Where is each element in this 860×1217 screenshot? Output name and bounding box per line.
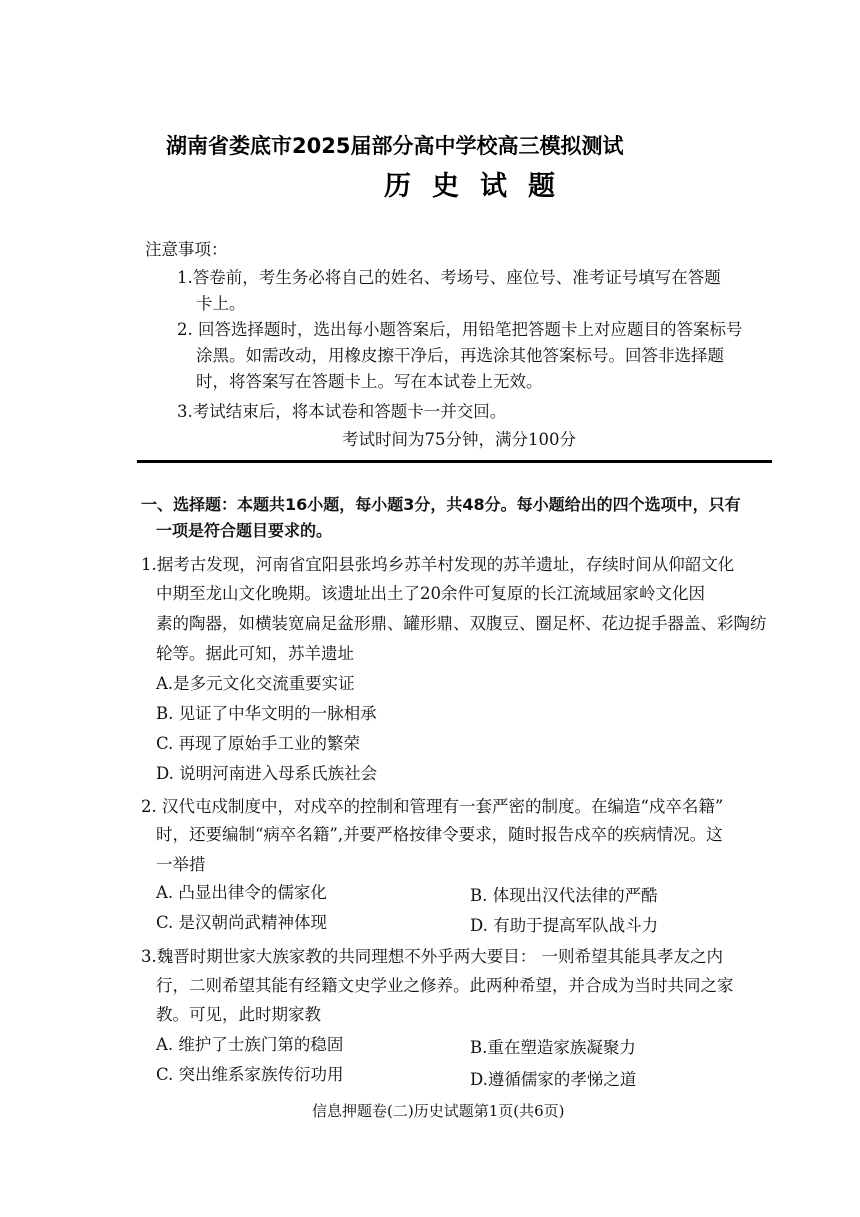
section-heading-line-1: 一、选择题：本题共16小题，每小题3分，共48分。每小题给出的四个选项中，只有 [141, 495, 741, 514]
note-1-line-1: 1.答卷前，考生务必将自己的姓名、考场号、座位号、准考证号填写在答题 [177, 268, 721, 287]
q3-option-c: C. 突出维系家族传衍功用 [156, 1065, 344, 1084]
page-footer: 信息押题卷(二)历史试题第1页(共6页) [312, 1102, 565, 1120]
q1-stem-line-2: 中期至龙山文化晚期。该遗址出土了20余件可复原的长江流域屈家岭文化因 [156, 584, 705, 603]
q2-stem-line-3: 一举措 [156, 855, 206, 874]
q1-stem-line-4: 轮等。据此可知，苏羊遗址 [156, 644, 354, 663]
note-2-line-3: 时，将答案写在答题卡上。写在本试卷上无效。 [196, 372, 543, 391]
q2-option-a: A. 凸显出律令的儒家化 [156, 883, 327, 902]
note-3-line-1: 3.考试结束后，将本试卷和答题卡一并交回。 [177, 402, 507, 421]
divider-rule [137, 460, 772, 463]
exam-title: 湖南省娄底市2025届部分高中学校高三模拟测试 [166, 134, 624, 158]
q1-stem-line-1: 1.据考古发现，河南省宜阳县张坞乡苏羊村发现的苏羊遗址，存续时间从仰韶文化 [141, 555, 735, 574]
section-heading-line-2: 一项是符合题目要求的。 [156, 521, 333, 540]
q3-option-b: B.重在塑造家族凝聚力 [470, 1038, 636, 1057]
note-2-line-1: 2. 回答选择题时，选出每小题答案后，用铅笔把答题卡上对应题目的答案标号 [177, 320, 743, 339]
q1-option-b: B. 见证了中华文明的一脉相承 [156, 704, 377, 723]
note-1-line-2: 卡上。 [196, 294, 246, 313]
notes-heading: 注意事项： [145, 240, 228, 259]
q2-stem-line-2: 时，还要编制“病卒名籍”,并要严格按律令要求，随时报告戍卒的疾病情况。这 [156, 825, 723, 844]
q2-option-b: B. 体现出汉代法律的严酷 [470, 886, 658, 905]
q1-stem-line-3: 素的陶器，如横装宽扁足盆形鼎、罐形鼎、双腹豆、圈足杯、花边捉手器盖、彩陶纺 [156, 614, 767, 633]
q2-option-d: D. 有助于提高军队战斗力 [470, 916, 659, 935]
time-note: 考试时间为75分钟，满分100分 [342, 430, 576, 449]
subject-title: 历史试题 [384, 171, 576, 202]
q1-option-a: A.是多元文化交流重要实证 [156, 674, 355, 693]
q3-stem-line-3: 教。可见，此时期家教 [156, 1005, 321, 1024]
q2-option-c: C. 是汉朝尚武精神体现 [156, 913, 328, 932]
q1-option-d: D. 说明河南进入母系氏族社会 [156, 764, 378, 783]
q3-stem-line-1: 3.魏晋时期世家大族家教的共同理想不外乎两大要目： 一则希望其能具孝友之内 [141, 947, 723, 966]
q3-stem-line-2: 行，二则希望其能有经籍文史学业之修养。此两种希望，并合成为当时共同之家 [156, 976, 734, 995]
note-2-line-2: 涂黑。如需改动，用橡皮擦干净后，再选涂其他答案标号。回答非选择题 [196, 346, 724, 365]
q1-option-c: C. 再现了原始手工业的繁荣 [156, 734, 361, 753]
q2-stem-line-1: 2. 汉代屯戍制度中，对戍卒的控制和管理有一套严密的制度。在编造“戍卒名籍” [141, 797, 724, 816]
q3-option-a: A. 维护了士族门第的稳固 [156, 1035, 344, 1054]
q3-option-d: D.遵循儒家的孝悌之道 [470, 1070, 637, 1089]
